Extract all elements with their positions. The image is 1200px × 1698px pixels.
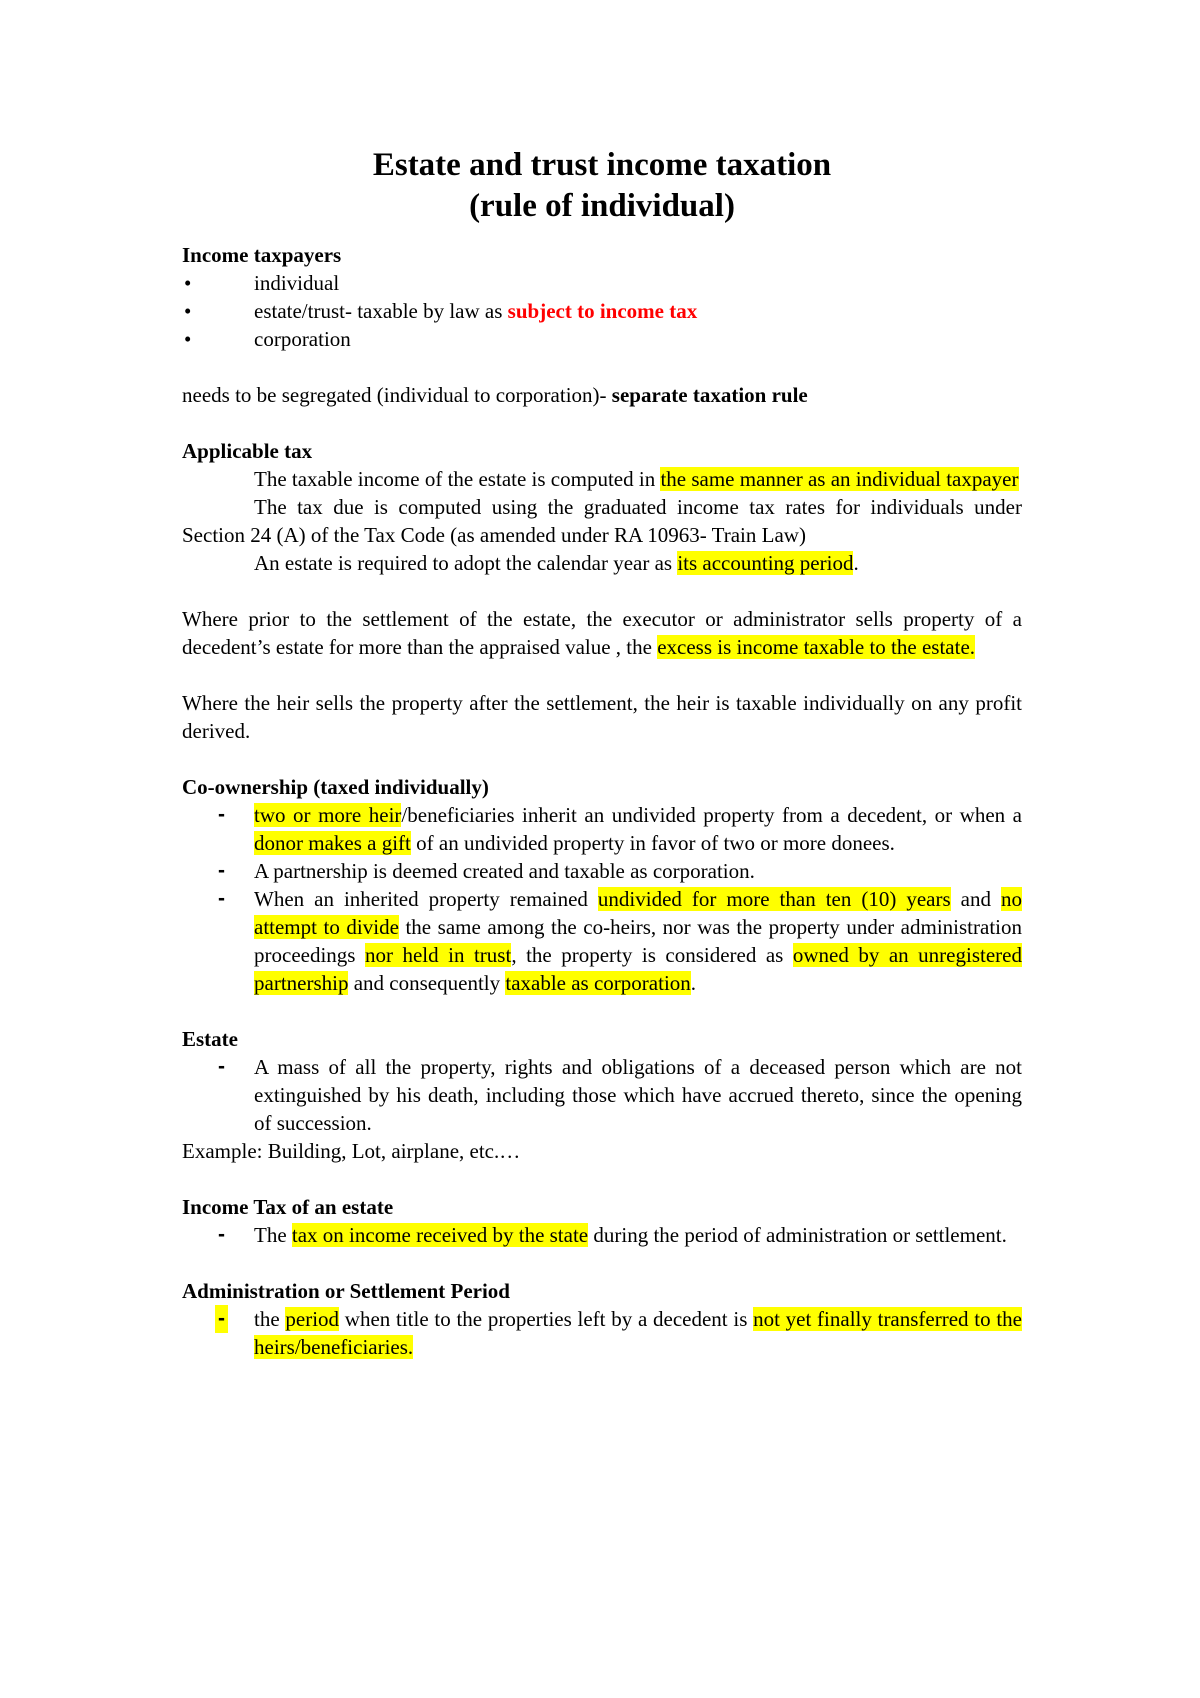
document-body	[182, 145, 1022, 1361]
dash-icon: -	[218, 887, 225, 910]
income-taxpayers-heading: Income taxpayers	[182, 243, 342, 267]
highlight: period	[285, 1307, 340, 1331]
list-item: - the period when title to the properties left by a decedent is not yet finally transferred to the heirs/beneficiaries.	[182, 1305, 1022, 1361]
list-item: - The tax on income received by the state during the period of administration or settlement.	[218, 1223, 1007, 1247]
paragraph: An estate is required to adopt the calendar year as its accounting period.	[254, 551, 859, 575]
list-item: • corporation	[184, 327, 351, 351]
bullet-icon: •	[184, 299, 192, 323]
dash-icon: -	[218, 859, 225, 882]
dash-icon: -	[215, 1305, 228, 1333]
dash-icon: -	[218, 803, 225, 826]
highlight: not yet finally transferred to the heirs/beneficiaries.	[254, 1307, 1022, 1359]
co-ownership-heading: Co-ownership (taxed individually)	[182, 775, 489, 799]
dash-icon: -	[218, 1055, 225, 1078]
paragraph: The tax due is computed using the graduated income tax rates for individuals under Section 24 (A) of the Tax Code (as amended under RA 10963- Train Law)	[182, 495, 1022, 547]
red-emphasis: subject to income tax	[507, 299, 698, 323]
list-item: - A mass of all the property, rights and obligations of a deceased person which are not extinguished by his death, including those which have accrued thereto, since the opening of succession.	[218, 1055, 1022, 1135]
list-item: • individual	[184, 271, 340, 295]
segregation-note: needs to be segregated (individual to corporation)- separate taxation rule	[182, 383, 808, 407]
highlight: tax on income received by the state	[291, 1223, 589, 1247]
highlight: nor held in trust	[364, 943, 512, 967]
admin-period-heading: Administration or Settlement Period	[182, 1279, 510, 1303]
list-item: - two or more heir/beneficiaries inherit an undivided property from a decedent, or when a donor makes a gift of an undivided property in favor of two or more donees.	[218, 803, 1022, 855]
list-item: • estate/trust- taxable by law as subject to income tax	[184, 299, 698, 323]
document-title	[182, 145, 1022, 227]
highlight: donor makes a gift	[254, 831, 411, 855]
estate-heading: Estate	[182, 1027, 238, 1051]
highlight: undivided for more than ten (10) years	[597, 887, 951, 911]
paragraph: Where prior to the settlement of the estate, the executor or administrator sells property of a decedent’s estate for more than the appraised value , the excess is income taxable to the estate.	[182, 607, 1022, 659]
estate-example: Example: Building, Lot, airplane, etc.…	[182, 1139, 521, 1163]
highlight: owned by an unregistered partnership	[254, 943, 1022, 995]
highlight: its accounting period	[677, 551, 854, 575]
highlight: taxable as corporation	[505, 971, 691, 995]
dash-icon: -	[218, 1223, 225, 1246]
highlight: no attempt to divide	[254, 887, 1023, 939]
applicable-tax-heading: Applicable tax	[182, 439, 313, 463]
highlight: the same manner as an individual taxpayer	[660, 467, 1019, 491]
list-item: - A partnership is deemed created and taxable as corporation.	[218, 859, 755, 883]
highlight: two or more heir	[254, 803, 402, 827]
income-tax-estate-heading: Income Tax of an estate	[182, 1195, 394, 1219]
title-line-1: Estate and trust income taxation	[372, 147, 832, 183]
paragraph: Where the heir sells the property after the settlement, the heir is taxable individually on any profit derived.	[182, 691, 1022, 743]
highlight: excess is income taxable to the estate.	[657, 635, 976, 659]
bullet-icon: •	[184, 327, 192, 351]
list-item: - When an inherited property remained undivided for more than ten (10) years and no attempt to divide the same among the co-heirs, nor was the property under administration proceedings nor held in trust, the property is considered as owned by an unregistered partnership and consequently taxable as corporation.	[218, 887, 1023, 995]
paragraph: The taxable income of the estate is computed in the same manner as an individual taxpayer	[254, 467, 1019, 491]
bullet-icon: •	[184, 271, 192, 295]
title-line-2: (rule of individual)	[469, 188, 735, 224]
